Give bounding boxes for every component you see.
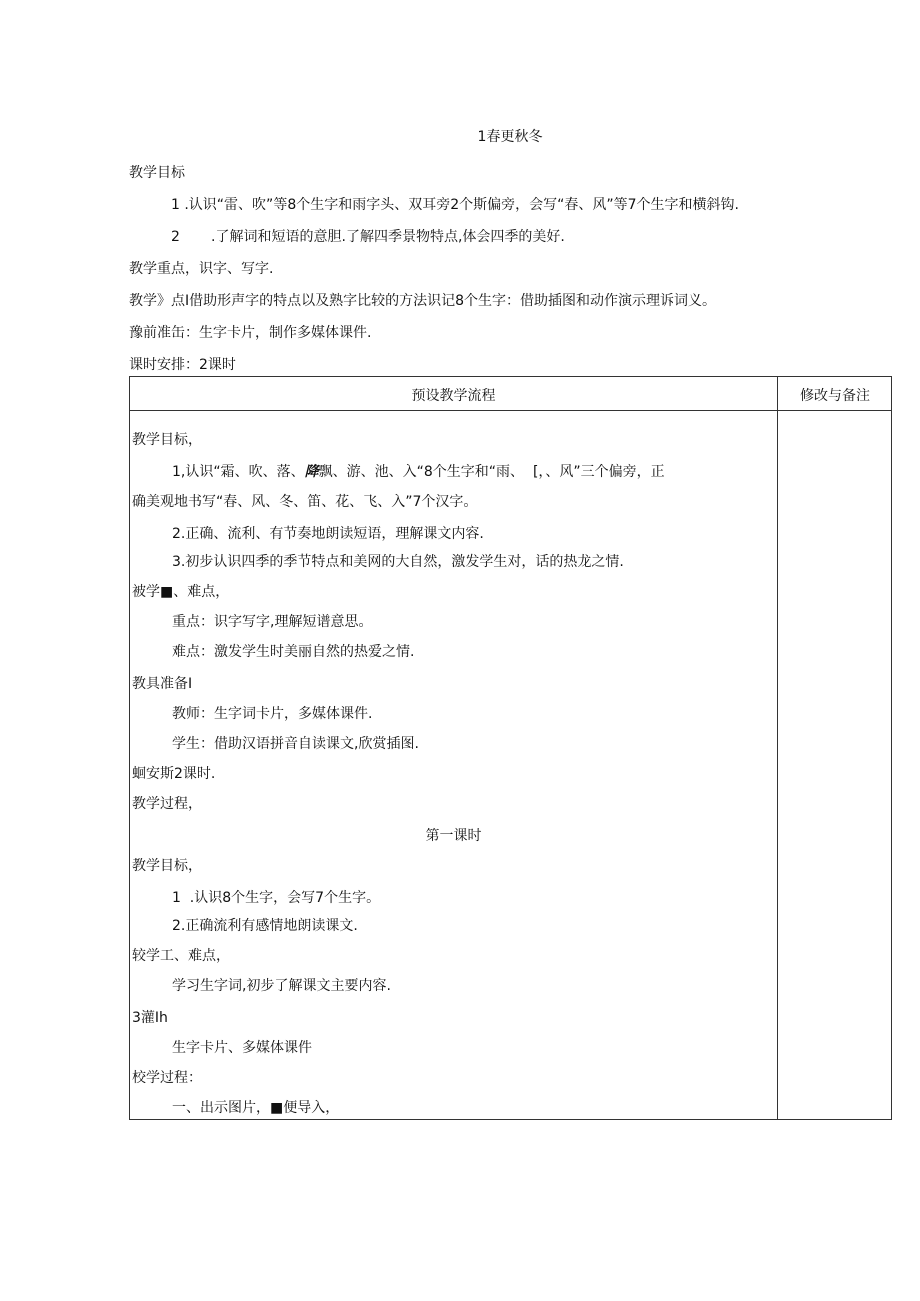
table-line: 一、出示图片，■便导入， bbox=[172, 1100, 340, 1116]
goal-2: 2 .了解词和短语的意胆.了解四季景物特点,体会四季的美好. bbox=[171, 229, 565, 245]
document-title: 1春更秋冬 bbox=[477, 129, 543, 145]
table-line: 教学目标， bbox=[132, 858, 202, 874]
table-line: 蛔安斯2课时. bbox=[132, 766, 216, 782]
column-divider bbox=[777, 377, 778, 1119]
table-line: 较学工、难点， bbox=[132, 948, 230, 964]
table-line: 教具准备I bbox=[132, 676, 193, 692]
goal-1: 1 .认识“雷、吹”等8个生字和雨字头、双耳旁2个斯偏旁，会写“春、风”等7个生字和横斜钩. bbox=[171, 197, 739, 213]
table-line: 3.初步认识四季的季节特点和美网的大自然，激发学生对，话的热龙之情. bbox=[172, 554, 624, 570]
table-line: 1 .认识8个生字，会写7个生字。 bbox=[172, 890, 381, 906]
preparation: 豫前准缶：生字卡片，制作多媒体课件. bbox=[129, 325, 372, 341]
table-line: 生字卡片、多媒体课件 bbox=[172, 1040, 312, 1056]
table-line: 教学过程， bbox=[132, 796, 202, 812]
table-line: 学习生字词,初步了解课文主要内容. bbox=[172, 978, 391, 994]
header-process: 预设教学流程 bbox=[411, 388, 496, 404]
difficult-points: 教学》点I借助形声字的特点以及熟字比较的方法识记8个生字：借助插图和动作演示理诉词义。 bbox=[129, 293, 717, 309]
lesson-table bbox=[129, 376, 892, 1120]
table-line: 校学过程： bbox=[132, 1070, 202, 1086]
first-lesson-heading: 第一课时 bbox=[425, 828, 482, 844]
teaching-goals-heading: 教学目标 bbox=[129, 165, 185, 181]
key-points: 教学重点，识字、写字. bbox=[129, 261, 274, 277]
table-line: 被学■、难点， bbox=[132, 584, 230, 600]
table-line: 教学目标， bbox=[132, 432, 202, 448]
table-line-part: 1,认识“霜、吹、落、 bbox=[172, 464, 305, 480]
table-line: 教师：生字词卡片，多媒体课件. bbox=[172, 706, 373, 722]
schedule: 课时安排：2课时 bbox=[129, 357, 236, 373]
table-line: 2.正确、流利、有节奏地朗读短语，理解课文内容. bbox=[172, 526, 484, 542]
header-notes: 修改与备注 bbox=[800, 388, 870, 404]
table-line: 重点：识字写字,理解短谱意思。 bbox=[172, 614, 373, 630]
table-line: 3灌Ih bbox=[132, 1010, 168, 1026]
table-line-part: 飘、游、池、入“8个生字和“雨、 [，、风”三个偏旁，正 bbox=[318, 464, 665, 480]
table-line: 确美观地书写“春、风、冬、笛、花、飞、入”7个汉字。 bbox=[132, 494, 478, 510]
table-line bbox=[172, 463, 665, 481]
table-line: 2.正确流利有感情地朗读课文. bbox=[172, 918, 358, 934]
bold-char: 降 bbox=[304, 464, 319, 480]
table-line: 学生：借助汉语拼音自读课文,欣赏插图. bbox=[172, 736, 419, 752]
table-line: 难点：激发学生时美丽自然的热爱之情. bbox=[172, 644, 415, 660]
